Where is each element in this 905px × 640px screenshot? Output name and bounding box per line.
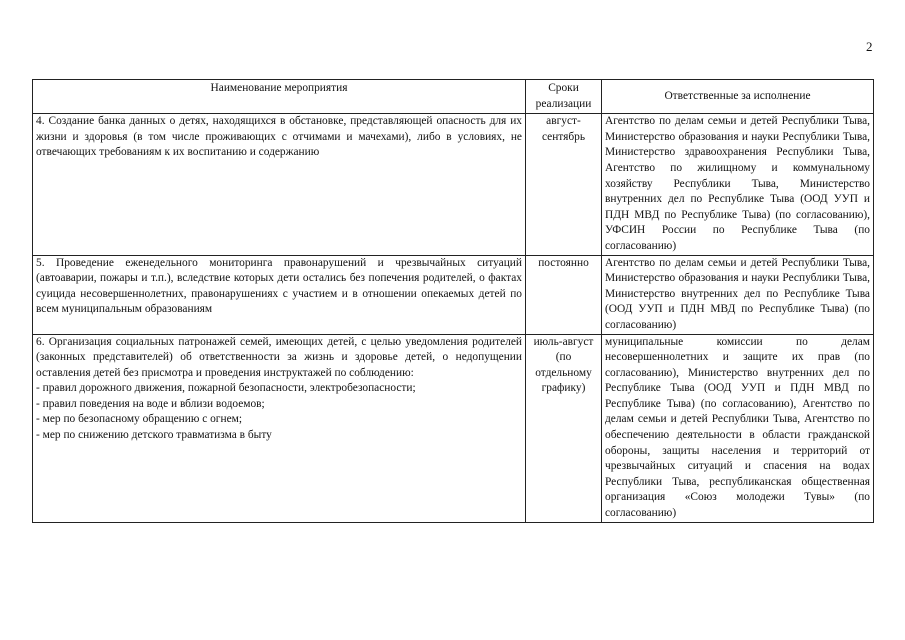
term-cell: август-сентябрь <box>526 114 602 255</box>
task-list-item: - правил поведения на воде и вблизи водоемов; <box>36 397 265 410</box>
task-list-item: - правил дорожного движения, пожарной безопасности, электробезопасности; <box>36 382 416 395</box>
task-list-item: - мер по безопасному обращению с огнем; <box>36 413 242 426</box>
task-intro: 6. Организация социальных патронажей семей, имеющих детей, с целью уведомления родителей (законных представителей) об ответственности за жизнь и здоровье детей, о недопущении оставления детей без присмотра и проведения инструктажей по соблюдению: <box>36 335 522 379</box>
responsible-cell: Агентство по делам семьи и детей Республики Тыва, Министерство образования и науки Республики Тыва, Министерство здравоохранения Республики Тыва, Агентство по жилищному и коммунальному хозяйству Республики Тыва, Министерство внутренних дел по Республике Тыва (ООД УУП и ПДН МВД по Республике Тыва) (по согласованию), УФСИН России по Республике Тыва (по согласованию) <box>602 114 874 255</box>
header-term: Сроки реализации <box>526 80 602 114</box>
table-row <box>33 255 874 334</box>
task-cell: 5. Проведение еженедельного мониторинга правонарушений и чрезвычайных ситуаций (автоаварии, пожары и т.п.), вследствие которых дети остались без попечения родителей, о фактах суицида несовершеннолетних, правонарушениях с участием и в отношении опекаемых детей по всем муниципальным образованиям <box>33 255 526 334</box>
term-cell: постоянно <box>526 255 602 334</box>
table-header-row <box>33 80 874 114</box>
task-cell: 4. Создание банка данных о детях, находящихся в обстановке, представляющей опасность для их жизни и здоровья (в том числе проживающих с отчимами и мачехами), либо в условиях, не отвечающих требованиям к их воспитанию и содержанию <box>33 114 526 255</box>
activities-table <box>32 79 874 523</box>
responsible-cell: муниципальные комиссии по делам несовершеннолетних и защите их прав (по согласованию), Министерство внутренних дел по Республике Тыва (ООД УУП и ПДН МВД по Республике Тыва) (по согласованию), Агентство по делам семьи и детей Республики Тыва, Агентство по обеспечению деятельности в области гражданской обороны, защиты населения и территорий от чрезвычайных ситуаций и спасения на водах Республики Тыва, республиканская общественная организация «Союз молодежи Тувы» (по согласованию) <box>602 334 874 522</box>
task-list-item: - мер по снижению детского травматизма в быту <box>36 429 272 442</box>
header-activity-name: Наименование мероприятия <box>33 80 526 114</box>
table-row <box>33 334 874 522</box>
header-responsible: Ответственные за исполнение <box>602 80 874 114</box>
table-row <box>33 114 874 255</box>
page-number: 2 <box>866 39 873 54</box>
term-cell: июль-август (по отдельному графику) <box>526 334 602 522</box>
task-cell <box>33 334 526 522</box>
responsible-cell: Агентство по делам семьи и детей Республики Тыва, Министерство образования и науки Республики Тыва, Министерство внутренних дел по Республике Тыва (ООД УУП и ПДН МВД по Республике Тыва) (по согласованию) <box>602 255 874 334</box>
